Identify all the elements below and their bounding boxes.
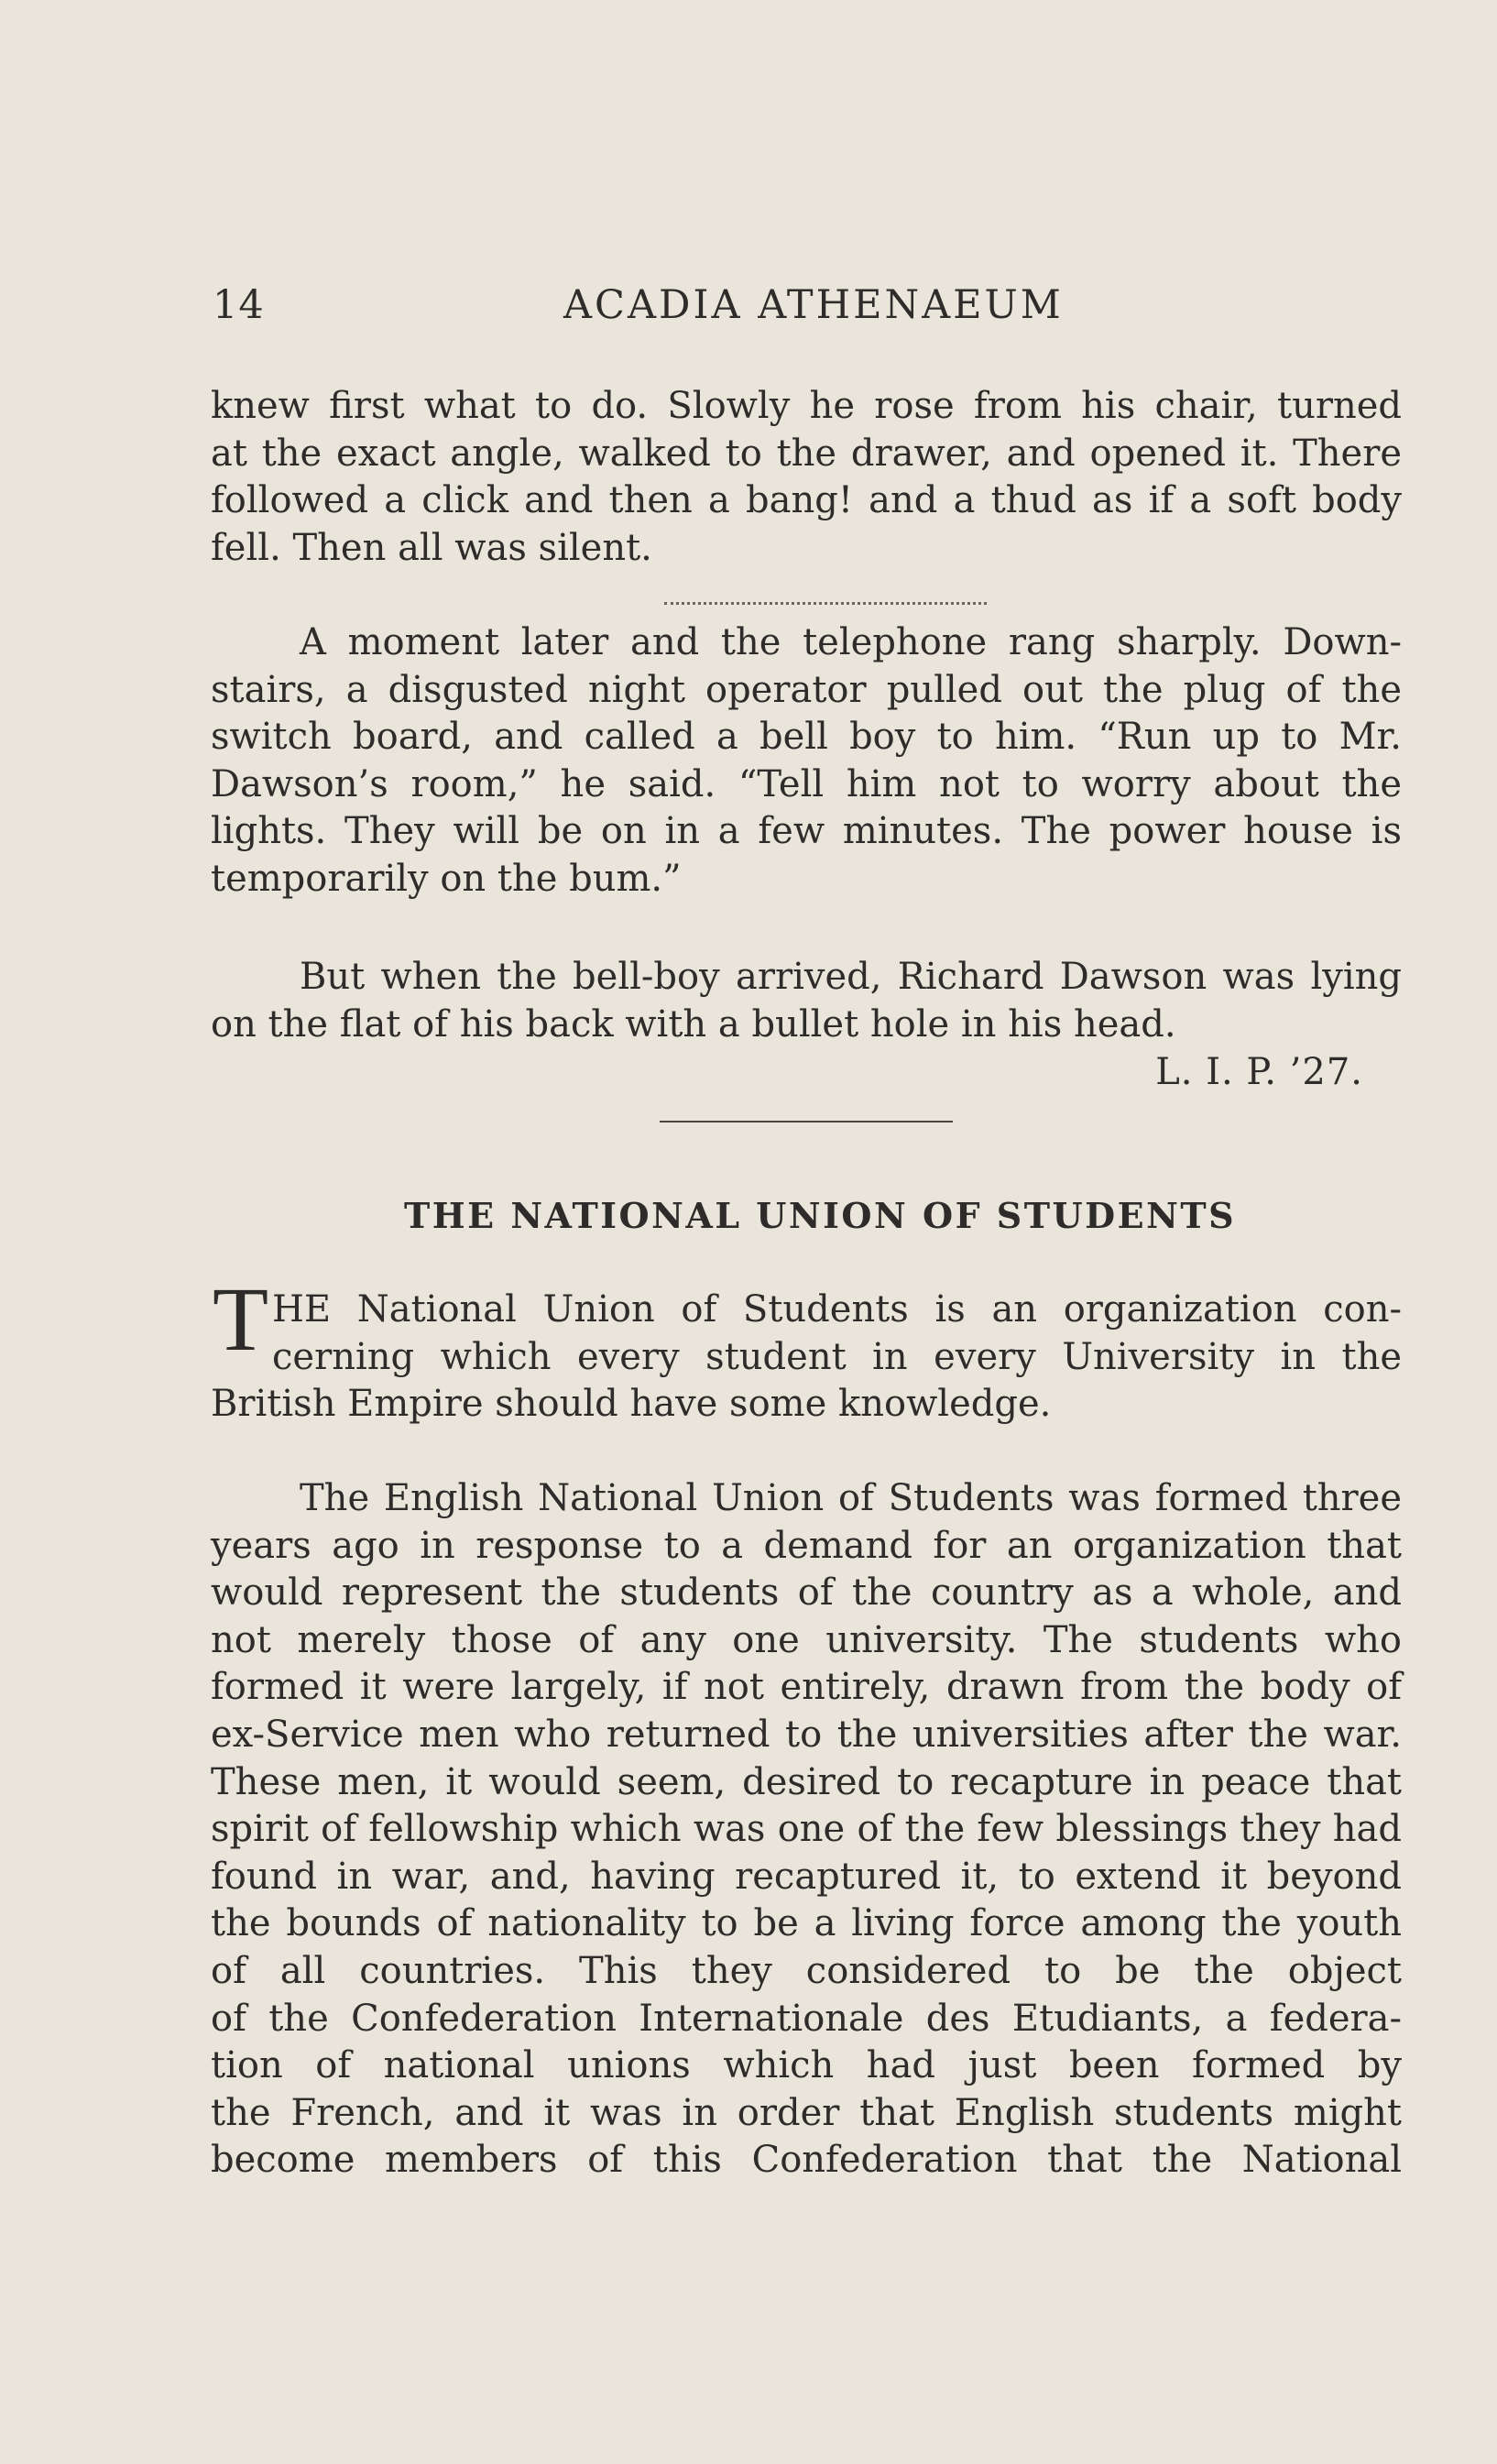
- text-line: knew first what to do. Slowly he rose from his chair, turned: [211, 385, 1402, 427]
- text-line: formed it were largely, if not entirely, drawn from the body of: [211, 1666, 1402, 1709]
- text-line: on the flat of his back with a bullet hole in his head.: [211, 1002, 1176, 1046]
- page-number: 14: [213, 282, 265, 328]
- text-line: But when the bell-boy arrived, Richard Dawson was lying: [300, 956, 1402, 998]
- text-line: tion of national unions which had just been formed by: [211, 2044, 1402, 2087]
- book-page: [211, 0, 1402, 2464]
- text-line: followed a click and then a bang! and a thud as if a soft body: [211, 479, 1402, 522]
- text-line: not merely those of any one university. The students who: [211, 1618, 1402, 1661]
- article-heading: THE NATIONAL UNION OF STUDENTS: [403, 1195, 1237, 1236]
- dotted-separator: [664, 602, 987, 605]
- text-line: British Empire should have some knowledge.: [211, 1383, 1052, 1426]
- text-line: would represent the students of the country as a whole, and: [211, 1571, 1402, 1615]
- story-paragraph-2: [211, 619, 1402, 903]
- text-line: cerning which every student in every University in the: [272, 1335, 1402, 1378]
- text-line: at the exact angle, walked to the drawer, and opened it. There: [211, 432, 1402, 475]
- story-paragraph-1: [211, 383, 1402, 572]
- text-line: lights. They will be on in a few minutes. The power house is: [211, 810, 1402, 853]
- text-line: years ago in response to a demand for an organization that: [211, 1524, 1402, 1567]
- text-line: spirit of fellowship which was one of the few blessings they had: [211, 1808, 1402, 1851]
- text-line: ex-Service men who returned to the universities after the war.: [211, 1713, 1402, 1756]
- text-line: Dawson’s room,” he said. “Tell him not to worry about the: [211, 762, 1402, 805]
- text-line: HE National Union of Students is an organization con-: [272, 1288, 1402, 1331]
- section-rule: [660, 1121, 953, 1122]
- text-line: A moment later and the telephone rang sharply. Down-: [300, 621, 1402, 663]
- text-line: fell. Then all was silent.: [211, 526, 652, 569]
- author-signature: L. I. P. ’27.: [1155, 1051, 1363, 1093]
- text-line: switch board, and called a bell boy to him. “Run up to Mr.: [211, 716, 1402, 759]
- text-line: These men, it would seem, desired to recapture in peace that: [211, 1760, 1402, 1803]
- text-line: of the Confederation Internationale des Etudiants, a federa-: [211, 1997, 1402, 2040]
- article-paragraph-2: [211, 1475, 1402, 2185]
- text-line: stairs, a disgusted night operator pulled out the plug of the: [211, 668, 1402, 711]
- text-line: the French, and it was in order that English students might: [211, 2091, 1402, 2134]
- story-paragraph-3: [211, 954, 1402, 1048]
- article-paragraph-1: [211, 1287, 1402, 1429]
- text-line: become members of this Confederation that the National: [211, 2139, 1402, 2182]
- journal-title: ACADIA ATHENAEUM: [563, 282, 1064, 328]
- text-line: temporarily on the bum.”: [211, 857, 682, 900]
- text-line: found in war, and, having recaptured it, to extend it beyond: [211, 1855, 1402, 1898]
- running-head: [211, 282, 1402, 337]
- drop-cap: T: [213, 1268, 269, 1370]
- text-line: of all countries. This they considered to be the object: [211, 1949, 1402, 1992]
- text-line: The English National Union of Students was formed three: [300, 1477, 1402, 1519]
- text-line: the bounds of nationality to be a living force among the youth: [211, 1902, 1402, 1945]
